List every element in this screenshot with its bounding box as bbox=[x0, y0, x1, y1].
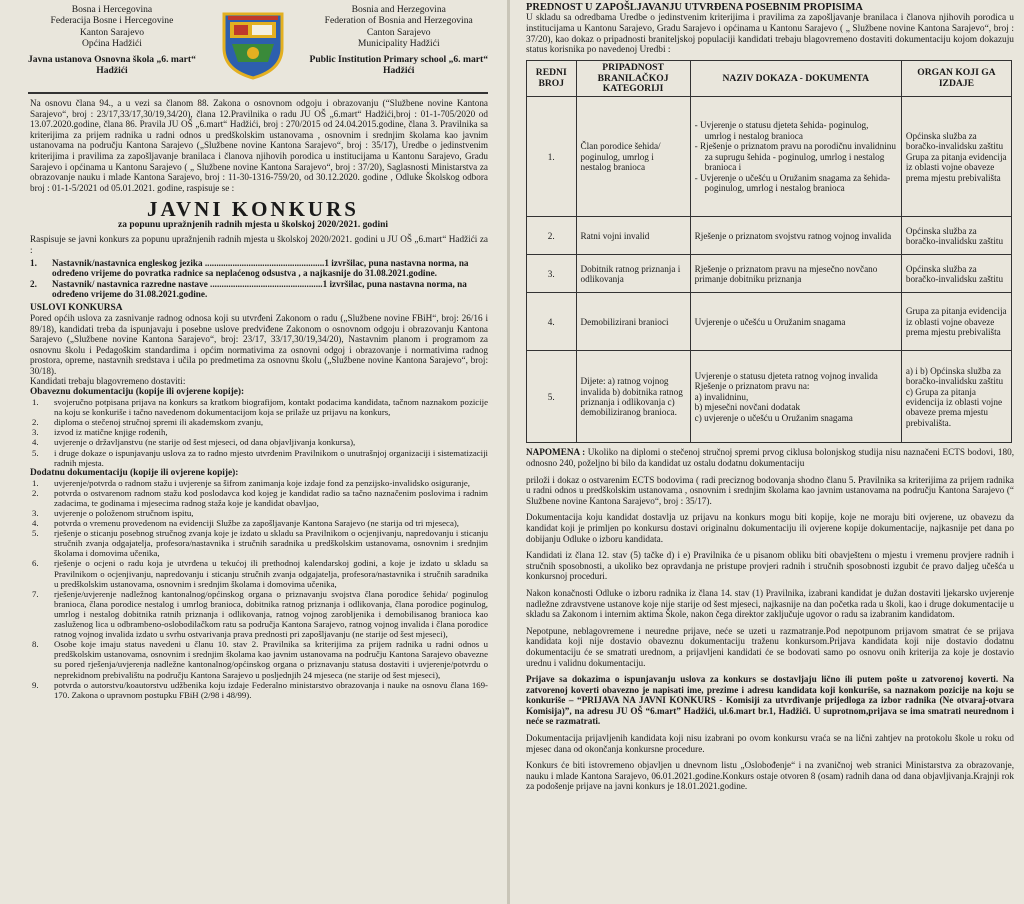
table-cell-category: Demobilizirani branioci bbox=[576, 293, 690, 351]
table-cell-num: 4. bbox=[527, 293, 577, 351]
header-right-town: Hadžići bbox=[383, 65, 415, 77]
list-item bbox=[30, 448, 488, 468]
list-item bbox=[30, 427, 488, 437]
list-text: rješenje o ocjeni o radu koja je utvrđena u tekućoj ili prethodnoj kalendarskoj godini, a koje je izdato u skladu sa Pravilnikom o ocjenjivanju, napredovanju i sticanju stručnih zvanja odgajatelja, profesora/nastavnika i stručnih saradnika u predškolskim ustanovama, osnovnim i srednjim školama i domovima učenika, bbox=[54, 558, 488, 589]
intro-paragraph: Na osnovu člana 94., a u vezi sa članom 88. Zakona o osnovnom odgoju i obrazovanju (“Službene novine Kantona Sarajevo“, broj : 23/17,33/17,30/19,34/20), člana 12.Pravilnika o radu JU OŠ „6.mart“ Hadžići,broj : 01-1-705/2020 od 13.07.2020.godine, člana 86. Pravila JU OŠ „6.mart“ Hadžići, broj : 270/2015 od 24.04.2015.godine, člana 3. Pravilnika sa kriterijima za prijem radnika u radni odnos u predškolskim ustanovama , osnovnim i srednjim školama kao javnim ustanovama na području Kantona Sarajevo („Službene novine Kantona Sarajevo“, broj : 35/17), Uredbe o jedinstvenim kriterijima i pravilima za zapošljavanje branilaca i članova njihovih porodica u institucijama u Kantonu Sarajevo, Gradu Sarajevo i općinama u Kantonu Sarajevo ( „ Službene novine Kantona Sarajevo“, broj : 37/20), Saglasnosti Ministarstva za obrazovanje nauku i mlade Kantona Sarajevo, broj : 11-30-1316-759/20, od 30.12.2020. godine , Odluke Školskog odbora broj : 01-1-5/2021 od 05.01.2021. godine, raspisuje se : bbox=[30, 98, 488, 193]
list-text: potvrda o vremenu provedenom na evidenciji Službe za zapošljavanje Kantona Sarajevo (ne starija od tri mjeseca), bbox=[54, 518, 459, 529]
list-item bbox=[30, 397, 488, 417]
list-number: 5. bbox=[32, 528, 39, 539]
ects-paragraph: priloži i dokaz o ostvarenim ECTS bodovima ( radi preciznog bodovanja shodno članu 5. Pravilnika sa kriterijima za prijem radnika u radni odnos u predškolskim ustanovama , osnovnim i srednjim školama kao javnim ustanovama na području Kantona Sarajevo (“ Službene novine Kantona Sarajevo“, broj : 35/17). bbox=[526, 474, 1014, 506]
list-number: 4. bbox=[32, 518, 39, 529]
table-cell-org: Općinska služba za boračko-invalidsku zaštitu Grupa za pitanja evidencija iz oblasti vojne obaveze prema mjestu prebivališta bbox=[901, 97, 1011, 217]
list-number: 5. bbox=[32, 447, 39, 458]
napomena-paragraph bbox=[526, 447, 1014, 468]
doc-text: c) uvjerenje o učešću u Oružanim snagama bbox=[694, 412, 853, 423]
right-column bbox=[512, 0, 1020, 904]
column-divider bbox=[507, 0, 510, 904]
list-text: uvjerenje/potvrda o radnom stažu i uvjerenje sa šifrom zanimanja koje izdaje fond za penzijsko-invalidsko osiguranje, bbox=[54, 477, 471, 488]
table-cell-category: Dijete: a) ratnog vojnog invalida b) dobitnika ratnog priznanja i odlikovanja c) demobiliziranog branioca. bbox=[576, 351, 690, 443]
position-item bbox=[30, 258, 488, 279]
list-number: 4. bbox=[32, 437, 39, 448]
preference-intro: U skladu sa odredbama Uredbe o jedinstvenim kriterijima i pravilima za zapošljavanje branilaca i članova njihovih porodica u institucijama u Kantonu Sarajevo, Gradu Sarajevo i općinama u Kantonu Sarajevo ( „ Službene novine Kantona Sarajevo“, broj : 37/20), kao dokaz o pripadnosti braniteljskoj populaciji kandidati trebaju blagovremeno dostaviti dokumentaciju kojom dokazuju status korisnika po navedenoj Uredbi : bbox=[526, 13, 1014, 56]
list-text: rješenje/uvjerenje nadležnog kantonalnog/općinskog organa o priznavanju svojstva člana porodice šehida/ poginulog branioca, člana porodice nestalog i umrlog branioca, dobitnika ratnog priznanja i odlikovanja, člana porodice poginulog, umrlog i nestalog dobitnika ratnih priznanja i odlikovanja, ratnog vojnog zarobljenika i demobilisanog branioca kao zasluženog lica u odbrambeno-oslobodilačkom ratu sa područja Kantona Sarajevo, ratnog vojnog invalida i člana porodice ratnog vojnog invalida izdato u svrhu ostvarivanja prava prednosti pri zapošljavanju (ne starije od šest mjeseci), bbox=[54, 588, 488, 640]
doc-text: b) mjesečni novčani dodatak bbox=[694, 402, 801, 413]
incomplete-paragraph: Nepotpune, neblagovremene i neuredne prijave, neće se uzeti u razmatranje.Pod nepotpunom prijavom smatrat će se prijava kandidata koji nije dostavio obaveznu dokumentaciju traženu konkursom.Prijava kandidata koji nije dostavio dodatnu dokumentaciju će se smatrati urednom, a prijavljeni kandidati će se bodovati samo po osnovu onih kriterija za koje je dostavio urednu i validnu dokumentaciju. bbox=[526, 625, 1014, 668]
list-number: 2. bbox=[32, 487, 39, 498]
list-item bbox=[30, 478, 488, 488]
table-row bbox=[527, 97, 1012, 217]
list-text: uvjerenje o državljanstvu (ne starije od šest mjeseci, od dana objavljivanja konkursa), bbox=[54, 437, 356, 448]
positions-list bbox=[30, 258, 488, 300]
copies-paragraph: Dokumentacija koju kandidat dostavlja uz prijavu na konkurs mogu biti kopije, koje ne moraju biti ovjerene, uz obavezu da kandidat koji je primljen po konkursu dostavi originalnu dokumentaciju ili ovjerene kopije dokumentacije, najkasnije pet dana po dobijanju Odluke o izboru kandidata. bbox=[526, 512, 1014, 544]
header-right-school: Public Institution Primary school „6. mart“ bbox=[309, 53, 488, 65]
school-crest-icon bbox=[218, 8, 288, 80]
position-number: 1. bbox=[30, 257, 37, 268]
list-item bbox=[30, 488, 488, 508]
page-subtitle: za popunu upražnjenih radnih mjesta u školskoj 2020/2021. godini bbox=[117, 220, 389, 231]
mandatory-heading: Obaveznu dokumentaciju (kopije ili ovjerene kopije): bbox=[30, 387, 245, 398]
header-left-line: Bosna i Hercegovina bbox=[71, 4, 153, 15]
submission-paragraph: Prijave sa dokazima o ispunjavanju uslova za konkurs se dostavljaju lično ili putem pošte u zatvorenoj koverti. Na zatvorenoj koverti obavezno je napisati ime, prezime i adresu kandidata koji konkuriše, sa naznakom pozicije na koju se konkuriše – “PRIJAVA NA JAVNI KONKURS - Komisiji za utvrđivanje prijedloga za izbor radnika (Ne otvaraj-otvara Komisija)”, na adresu JU OŠ “6.mart” Hadžići, ul.6.mart br.1, Hadžići. U suprotnom,prijava se ima smatrati neurednom i neće se razmatrati. bbox=[526, 674, 1014, 727]
list-number: 7. bbox=[32, 588, 39, 599]
list-number: 9. bbox=[32, 679, 39, 690]
header-right bbox=[309, 4, 488, 76]
table-cell-docs bbox=[690, 255, 901, 293]
table-cell-org: a) i b) Općinska služba za boračko-invalidsku zaštitu c) Grupa za pitanja evidencija iz oblasti vojne obaveze prema mjestu prebivališta. bbox=[901, 351, 1011, 443]
list-item bbox=[30, 558, 488, 588]
header-left-line: Federacija Bosne i Hercegovine bbox=[50, 15, 174, 27]
table-cell-num: 5. bbox=[527, 351, 577, 443]
table-header-cell: NAZIV DOKAZA - DOKUMENTA bbox=[690, 61, 901, 97]
header-right-line: Bosnia and Herzegovina bbox=[351, 4, 446, 15]
list-text: rješenje o sticanju posebnog stručnog zvanja koje je izdato u skladu sa Pravilnikom o ocjenjivanju, napredovanju i sticanju stručnih zvanja odgajatelja, profesora/nastavnika i stručnih saradnika u predškolskim ustanovama, osnovnim i srednjim školama i domovima učenika, bbox=[54, 528, 488, 559]
list-number: 2. bbox=[32, 417, 39, 428]
announce-paragraph: Raspisuje se javni konkurs za popunu upražnjenih radnih mjesta u školskoj 2020/2021. godini u JU OŠ „6.mart“ Hadžići za : bbox=[30, 234, 488, 255]
list-item bbox=[30, 508, 488, 518]
publication-paragraph: Konkurs će biti istovremeno objavljen u dnevnom listu „Oslobođenje“ i na zvaničnoj web stranici Ministarstva za obrazovanje, nauku i mlade Kantona Sarajevo, 06.01.2021.godine.Konkurs ostaje otvoren 8 (osam) radnih dana od dana objavljivanja.Krajnji rok za podošenje prijave na javni konkurs je 18.01.2021.godine. bbox=[526, 760, 1014, 792]
table-cell-category: Ratni vojni invalid bbox=[576, 217, 690, 255]
table-cell-num: 2. bbox=[527, 217, 577, 255]
table-row bbox=[527, 351, 1012, 443]
position-number: 2. bbox=[30, 278, 37, 289]
list-text: Osobe koje imaju status navedeni u članu 10. stav 2. Pravilnika sa kriterijima za prijem radnika u radni odnos u predškolskim ustanovama, osnovnim i srednjim školama kao javnim ustanovama na području Kantona Sarajevo obavezne su pored rješenja/uvjerenja nadležne kantonalnog/općinskog organa o priznavanju statusa dostaviti i uvjerenje/potvrdu o neprekidnom prebivalištu na području Kantona Sarajevo u posljednjih 24 mjeseca (ne starije od šest mjeseci), bbox=[54, 639, 488, 680]
header-rule bbox=[28, 92, 488, 94]
doc-text: a) invalidninu, bbox=[694, 391, 749, 402]
list-item bbox=[30, 528, 488, 558]
table-cell-docs bbox=[690, 97, 901, 217]
list-text: potvrda o ostvarenom radnom stažu kod poslodavca kod kojeg je kandidat radio sa tačno naznačenim poslovima i radnim zadacima, te godinama i mjesecima radnog staža koje je kandidat obavljao, bbox=[54, 487, 488, 508]
list-number: 1. bbox=[32, 477, 39, 488]
header-left bbox=[28, 4, 196, 76]
return-paragraph: Dokumentacija prijavljenih kandidata koji nisu izabrani po ovom konkursu vraća se na lični zahtjev na protokolu škole u roku od mjesec dana od okončanja konkursne procedure. bbox=[526, 733, 1014, 754]
doc-text: Uvjerenje o učešću u Oružanim snagama za šehida-poginulog, umrlog i nestalog branioca bbox=[700, 172, 891, 193]
header-left-line: Općina Hadžići bbox=[81, 38, 142, 50]
table-header-row bbox=[527, 61, 1012, 97]
position-text: Nastavnik/ nastavnica razredne nastave .................................................1 izvršilac, puna nastavna norma, na određeno vrijeme do 31.08.2021.godine. bbox=[52, 278, 467, 300]
table-header-cell: ORGAN KOJI GA IZDAJE bbox=[901, 61, 1011, 97]
doc-text: Rješenje o priznatom pravu na porodičnu invalidninu za suprugu šehida - poginulog, umrlog i nestalog branioca i bbox=[700, 141, 896, 173]
candidates-line: Kandidati trebaju blagovremeno dostaviti: bbox=[30, 376, 186, 387]
table-cell-org: Općinska služba za boračko-invalidsku zaštitu bbox=[901, 217, 1011, 255]
table-cell-org: Grupa za pitanja evidencija iz oblasti vojne obaveze prema mjestu prebivališta bbox=[901, 293, 1011, 351]
table-row bbox=[527, 217, 1012, 255]
testing-paragraph: Kandidati iz člana 12. stav (5) tačke d) i e) Pravilnika će u pisanom obliku biti obavještenı o mjestu i vremenu provjere radnih i stručnih sposobnosti, a ukoliko bez opravdanja ne pristupe provjeri radnih i stručnih sposobnosti izgubit će pravo daljeg učešća u konkursnoj proceduri. bbox=[526, 550, 1014, 582]
header-left-school: Javna ustanova Osnovna škola „6. mart“ bbox=[28, 53, 196, 65]
list-item bbox=[30, 639, 488, 679]
list-item bbox=[30, 680, 488, 700]
medical-paragraph: Nakon konačnosti Odluke o izboru radnika iz člana 14. stav (1) Pravilnika, izabrani kandidat je dužan dostaviti ljekarsko uvjerenje nadležne zdravstvene ustanove koje nije starije od šest mjeseci, najkasnije na dan početka rada u školi, kao i druge dokumentacije u skladu sa Zakonom i internim aktima Škole, nakon čega direktor zaključuje ugovor o radu sa izabranim kandidatom. bbox=[526, 587, 1014, 620]
list-text: potvrda o autorstvu/koautorstvu udžbenika koju izdaje Federalno ministarstvo obrazovanja i nauke na osnovu člana 169-170. Zakona o upravnom postupku FBiH (2/98 i 48/99). bbox=[54, 679, 488, 700]
list-number: 3. bbox=[32, 508, 39, 518]
conditions-heading: USLOVI KONKURSA bbox=[30, 302, 123, 313]
table-cell-category: Član porodice šehida/ poginulog, umrlog i nestalog branioca bbox=[576, 97, 690, 217]
header-right-line: Municipality Hadžići bbox=[357, 38, 440, 50]
conditions-paragraph: Pored općih uslova za zasnivanje radnog odnosa koji su utvrđeni Zakonom o radu („Službene novine FBiH“, broj: 26/16 i 89/18), kandidati treba da ispunjavaju i posebne uslove predviđene Zakonom o osnovnom odgoju i obrazovanju Kantona Sarajevo („Službene novine Kantona Sarajevo“, broj: 23/17, 33/17,30/19,34/20), Nastavnim planom i programom za osnovnu školu i Pedagoškim standardima i općim normativima za osnovni odgoj i obrazovanje i normativima radnog prostora, opreme, nastavnih sredstava i učila po predmetima za osnovnu školu („Službene novine Kantona Sarajevo“, broj: 30/18). bbox=[30, 312, 488, 376]
header-right-line: Canton Sarajevo bbox=[366, 26, 431, 38]
mandatory-list bbox=[30, 397, 488, 468]
position-text: Nastavnik/nastavnica engleskog jezika ....................................................1 izvršilac, puna nastavna norma, na određeno vrijeme do povratka radnice sa neplaćenog odsustva , a najkasnije do 31.08.2021.godine. bbox=[52, 257, 469, 279]
table-header-cell: REDNI BROJ bbox=[527, 61, 577, 97]
doc-text: Uvjerenje o statusu djeteta ratnog vojnog invalida Rješenje o priznatom pravu na: bbox=[694, 370, 878, 392]
list-text: izvod iz matične knjige rođenih, bbox=[54, 427, 168, 438]
doc-line: - Uvjerenje o statusu djeteta šehida- poginulog, umrlog i nestalog branioca bbox=[694, 120, 869, 141]
list-item bbox=[30, 518, 488, 528]
left-column bbox=[0, 0, 506, 904]
additional-list bbox=[30, 478, 488, 700]
list-text: svojeručno potpisana prijava na konkurs sa kratkom biografijom, kontakt podacima kandidata, tačnom naznakom pozicije na koju se konkuriše i tačno navedenom dokumentacijom koja se prilaže uz prijavu na konkurs, bbox=[54, 397, 488, 418]
list-item bbox=[30, 437, 488, 447]
list-item bbox=[30, 417, 488, 427]
table-cell-num: 1. bbox=[527, 97, 577, 217]
list-text: diploma o stečenoj stručnoj spremi ili akademskom zvanju, bbox=[54, 417, 264, 428]
table-row bbox=[527, 293, 1012, 351]
doc-line: - Uvjerenje o učešću u Oružanim snagama za šehida-poginulog, umrlog i nestalog branioca bbox=[694, 172, 891, 193]
doc-text: Uvjerenje o učešću u Oružanim snagama bbox=[694, 316, 846, 327]
position-item bbox=[30, 279, 488, 300]
header-right-line: Federation of Bosnia and Herzegovina bbox=[324, 15, 473, 27]
table-cell-docs bbox=[690, 217, 901, 255]
doc-text: Uvjerenje o statusu djeteta šehida- poginulog, umrlog i nestalog branioca bbox=[700, 120, 869, 141]
table-header-cell: PRIPADNOST BRANILAČKOJ KATEGORIJI bbox=[576, 61, 690, 97]
table-cell-docs bbox=[690, 351, 901, 443]
veterans-table bbox=[526, 60, 1012, 443]
list-number: 8. bbox=[32, 639, 39, 650]
list-text: uvjerenje o položenom stručnom ispitu, bbox=[54, 508, 194, 518]
list-number: 3. bbox=[32, 427, 39, 438]
table-cell-docs bbox=[690, 293, 901, 351]
list-number: 6. bbox=[32, 558, 39, 569]
table-row bbox=[527, 255, 1012, 293]
doc-text: Rješenje o priznatom pravu na mjesečno novčano primanje dobitniku priznanja bbox=[694, 263, 878, 284]
page-title: JAVNI KONKURS bbox=[147, 197, 359, 222]
header bbox=[0, 0, 506, 90]
doc-text: Rješenje o priznatom svojstvu ratnog vojnog invalida bbox=[694, 230, 892, 241]
table-cell-num: 3. bbox=[527, 255, 577, 293]
additional-heading: Dodatnu dokumentaciju (kopije ili ovjerene kopije): bbox=[30, 467, 239, 478]
preference-heading: PREDNOST U ZAPOŠLJAVANJU UTVRĐENA POSEBNIM PROPISIMA bbox=[526, 2, 863, 13]
header-left-line: Kanton Sarajevo bbox=[79, 26, 145, 38]
list-text: i druge dokaze o ispunjavanju uslova za to radno mjesto utvrđenim Pravilnikom o unutrašnjoj organizaciji i sistematizaciji radnih mjesta. bbox=[54, 447, 488, 468]
table-cell-category: Dobitnik ratnog priznanja i odlikovanja bbox=[576, 255, 690, 293]
table-cell-org: Općinska služba za boračko-invalidsku zaštitu bbox=[901, 255, 1011, 293]
list-item bbox=[30, 589, 488, 639]
header-left-town: Hadžići bbox=[96, 65, 128, 77]
napomena-label: NAPOMENA : bbox=[526, 447, 586, 458]
napomena-text: Ukoliko na diplomi o stečenoj stručnoj spremi prvog ciklusa bolonjskog studija nisu naznačeni ECTS bodovi, 180, odnosno 240, poželjno bi bilo da kandidat uz ostalu dodatnu dokumentaciju bbox=[526, 447, 1014, 468]
doc-line: - Rješenje o priznatom pravu na porodičnu invalidninu za suprugu šehida - poginulog, umrlog i nestalog branioca i bbox=[694, 141, 896, 173]
list-number: 1. bbox=[32, 397, 39, 408]
